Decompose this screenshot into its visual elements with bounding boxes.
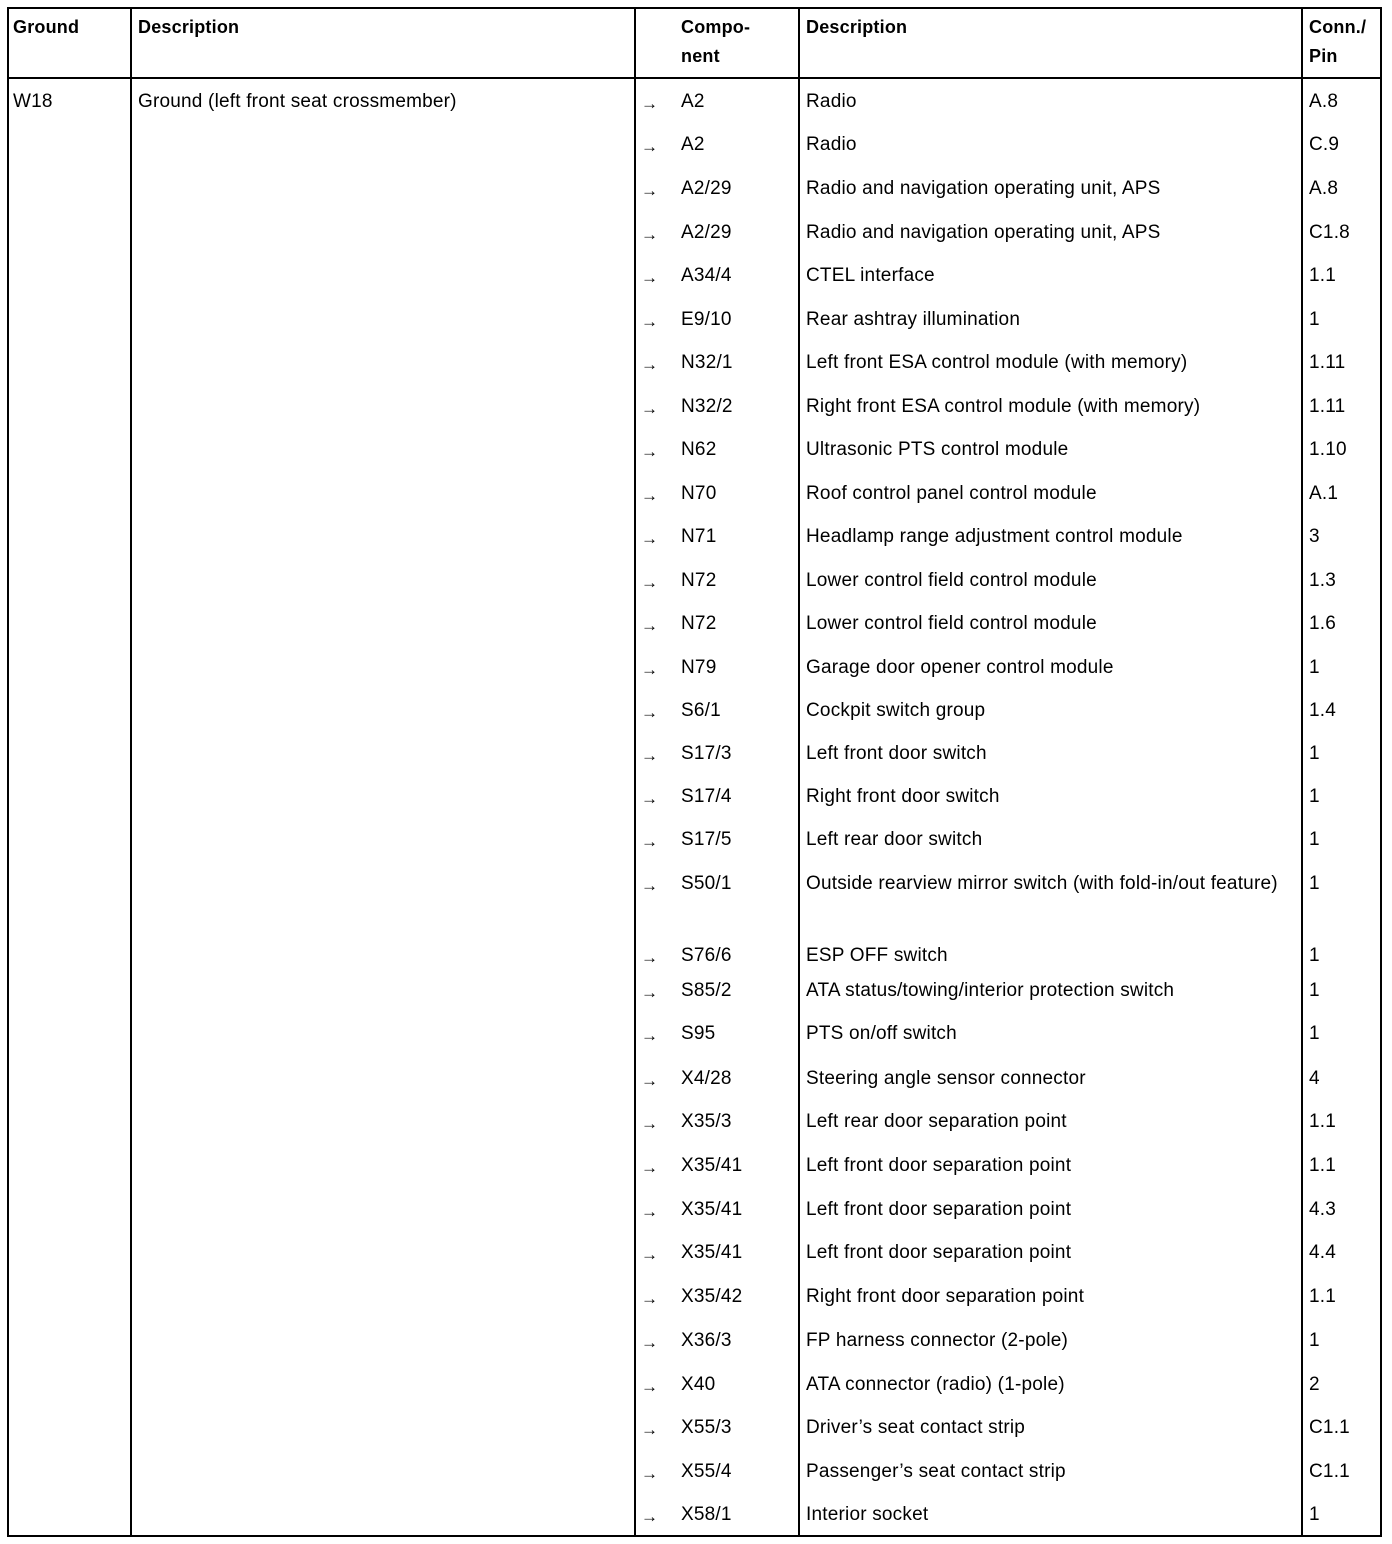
row-description: Roof control panel control module (806, 483, 1097, 504)
row-arrow-icon: → (641, 1377, 659, 1396)
row-conn-pin: C1.1 (1309, 1417, 1350, 1438)
row-component: X35/41 (681, 1155, 743, 1176)
row-conn-pin: 1.1 (1309, 1111, 1337, 1132)
row-description: Passenger’s seat contact strip (806, 1461, 1066, 1482)
header-ground: Ground (13, 17, 80, 37)
row-description: Rear ashtray illumination (806, 309, 1021, 330)
row-description: Garage door opener control module (806, 657, 1114, 678)
row-arrow-icon: → (641, 442, 659, 461)
row-arrow-icon: → (641, 832, 659, 851)
row-conn-pin: 2 (1309, 1374, 1320, 1395)
row-conn-pin: 4 (1309, 1068, 1320, 1089)
row-description: FP harness connector (2-pole) (806, 1330, 1069, 1351)
row-component: N70 (681, 483, 717, 504)
ground-point-table (7, 7, 1382, 1537)
row-description: Headlamp range adjustment control module (806, 526, 1183, 547)
row-description: Right front door switch (806, 786, 1000, 807)
row-description: CTEL interface (806, 265, 935, 286)
row-arrow-icon: → (641, 355, 659, 374)
header-divider (9, 77, 1380, 79)
row-component: S95 (681, 1023, 716, 1044)
row-conn-pin: 1.10 (1309, 439, 1347, 460)
row-arrow-icon: → (641, 1071, 659, 1090)
row-description: ATA status/towing/interior protection switch (806, 980, 1175, 1001)
header-component: Compo- nent (681, 17, 751, 66)
row-component: A2/29 (681, 178, 732, 199)
row-description: Driver’s seat contact strip (806, 1417, 1026, 1438)
row-conn-pin: 1 (1309, 743, 1320, 764)
row-conn-pin: 1 (1309, 829, 1320, 850)
row-component: N72 (681, 570, 717, 591)
row-conn-pin: 1.11 (1309, 352, 1346, 373)
row-description: Steering angle sensor connector (806, 1068, 1086, 1089)
row-arrow-icon: → (641, 181, 659, 200)
row-component: X55/4 (681, 1461, 732, 1482)
row-component: S17/3 (681, 743, 732, 764)
row-description: Right front door separation point (806, 1286, 1085, 1307)
header-description: Description (138, 17, 240, 37)
row-arrow-icon: → (641, 1420, 659, 1439)
row-arrow-icon: → (641, 1158, 659, 1177)
row-component: X35/41 (681, 1242, 743, 1263)
row-conn-pin: 1.6 (1309, 613, 1337, 634)
row-description: Interior socket (806, 1504, 929, 1525)
row-conn-pin: A.8 (1309, 178, 1339, 199)
row-component: N62 (681, 439, 717, 460)
column-divider (130, 9, 132, 1535)
row-description: Radio (806, 91, 857, 112)
row-description: Ultrasonic PTS control module (806, 439, 1069, 460)
header-component-description: Description (806, 17, 908, 37)
row-description: Left front door separation point (806, 1155, 1072, 1176)
row-component: A2 (681, 134, 705, 155)
row-arrow-icon: → (641, 1333, 659, 1352)
row-arrow-icon: → (641, 1114, 659, 1133)
row-description: Lower control field control module (806, 570, 1097, 591)
row-component: N71 (681, 526, 717, 547)
row-arrow-icon: → (641, 1202, 659, 1221)
row-component: S76/6 (681, 945, 732, 966)
row-conn-pin: 1 (1309, 657, 1320, 678)
row-conn-pin: 1 (1309, 980, 1320, 1001)
row-arrow-icon: → (641, 876, 659, 895)
row-component: N72 (681, 613, 717, 634)
row-component: A2/29 (681, 222, 732, 243)
row-description: Cockpit switch group (806, 700, 986, 721)
row-conn-pin: 1 (1309, 1330, 1320, 1351)
ground-description: Ground (left front seat crossmember) (138, 91, 457, 112)
row-arrow-icon: → (641, 1507, 659, 1526)
row-conn-pin: 4.4 (1309, 1242, 1337, 1263)
row-arrow-icon: → (641, 948, 659, 967)
row-conn-pin: 1.4 (1309, 700, 1337, 721)
row-arrow-icon: → (641, 1245, 659, 1264)
row-component: X35/42 (681, 1286, 743, 1307)
row-arrow-icon: → (641, 94, 659, 113)
row-arrow-icon: → (641, 703, 659, 722)
row-description: Left front ESA control module (with memory) (806, 352, 1188, 373)
column-divider (634, 9, 636, 1535)
row-conn-pin: 1.1 (1309, 1286, 1337, 1307)
row-arrow-icon: → (641, 1026, 659, 1045)
row-arrow-icon: → (641, 529, 659, 548)
row-description: Radio and navigation operating unit, APS (806, 222, 1161, 243)
row-conn-pin: 1.3 (1309, 570, 1337, 591)
row-component: S50/1 (681, 873, 732, 894)
row-arrow-icon: → (641, 616, 659, 635)
row-conn-pin: C1.8 (1309, 222, 1350, 243)
row-conn-pin: 1 (1309, 873, 1320, 894)
row-component: X55/3 (681, 1417, 732, 1438)
ground-id: W18 (13, 91, 53, 112)
row-conn-pin: 1 (1309, 945, 1320, 966)
row-conn-pin: A.1 (1309, 483, 1339, 504)
row-component: S85/2 (681, 980, 732, 1001)
row-description: ATA connector (radio) (1-pole) (806, 1374, 1065, 1395)
row-arrow-icon: → (641, 746, 659, 765)
row-description: ESP OFF switch (806, 945, 948, 966)
row-component: N32/2 (681, 396, 733, 417)
row-conn-pin: C1.1 (1309, 1461, 1350, 1482)
row-conn-pin: 4.3 (1309, 1199, 1337, 1220)
row-component: X35/41 (681, 1199, 743, 1220)
row-description: Lower control field control module (806, 613, 1097, 634)
row-arrow-icon: → (641, 660, 659, 679)
row-description: Left front door separation point (806, 1199, 1072, 1220)
row-arrow-icon: → (641, 983, 659, 1002)
row-description: Outside rearview mirror switch (with fold-in/out feature) (806, 873, 1278, 894)
row-description: Right front ESA control module (with memory) (806, 396, 1201, 417)
row-description: Left rear door separation point (806, 1111, 1067, 1132)
row-component: S17/5 (681, 829, 732, 850)
row-component: X35/3 (681, 1111, 732, 1132)
row-component: S6/1 (681, 700, 721, 721)
row-conn-pin: 1.11 (1309, 396, 1346, 417)
row-component: A34/4 (681, 265, 732, 286)
row-arrow-icon: → (641, 399, 659, 418)
row-conn-pin: C.9 (1309, 134, 1340, 155)
row-conn-pin: 1 (1309, 1504, 1320, 1525)
row-component: S17/4 (681, 786, 732, 807)
row-conn-pin: 1 (1309, 786, 1320, 807)
row-arrow-icon: → (641, 312, 659, 331)
column-divider (798, 9, 800, 1535)
column-divider (1301, 9, 1303, 1535)
row-arrow-icon: → (641, 573, 659, 592)
row-conn-pin: 1.1 (1309, 265, 1337, 286)
row-description: Radio and navigation operating unit, APS (806, 178, 1161, 199)
row-arrow-icon: → (641, 225, 659, 244)
row-description: Left front door separation point (806, 1242, 1072, 1263)
row-arrow-icon: → (641, 137, 659, 156)
row-conn-pin: 1.1 (1309, 1155, 1337, 1176)
row-conn-pin: A.8 (1309, 91, 1339, 112)
row-arrow-icon: → (641, 789, 659, 808)
row-arrow-icon: → (641, 1289, 659, 1308)
row-description: PTS on/off switch (806, 1023, 957, 1044)
row-description: Left front door switch (806, 743, 987, 764)
row-component: E9/10 (681, 309, 732, 330)
row-conn-pin: 1 (1309, 309, 1320, 330)
header-conn-pin: Conn./ Pin (1309, 17, 1367, 66)
row-component: X4/28 (681, 1068, 732, 1089)
row-arrow-icon: → (641, 268, 659, 287)
row-conn-pin: 3 (1309, 526, 1320, 547)
row-conn-pin: 1 (1309, 1023, 1320, 1044)
row-component: N32/1 (681, 352, 733, 373)
row-description: Left rear door switch (806, 829, 983, 850)
row-component: X40 (681, 1374, 716, 1395)
row-component: X36/3 (681, 1330, 732, 1351)
row-arrow-icon: → (641, 1464, 659, 1483)
row-description: Radio (806, 134, 857, 155)
row-component: X58/1 (681, 1504, 732, 1525)
row-component: N79 (681, 657, 717, 678)
row-arrow-icon: → (641, 486, 659, 505)
row-component: A2 (681, 91, 705, 112)
